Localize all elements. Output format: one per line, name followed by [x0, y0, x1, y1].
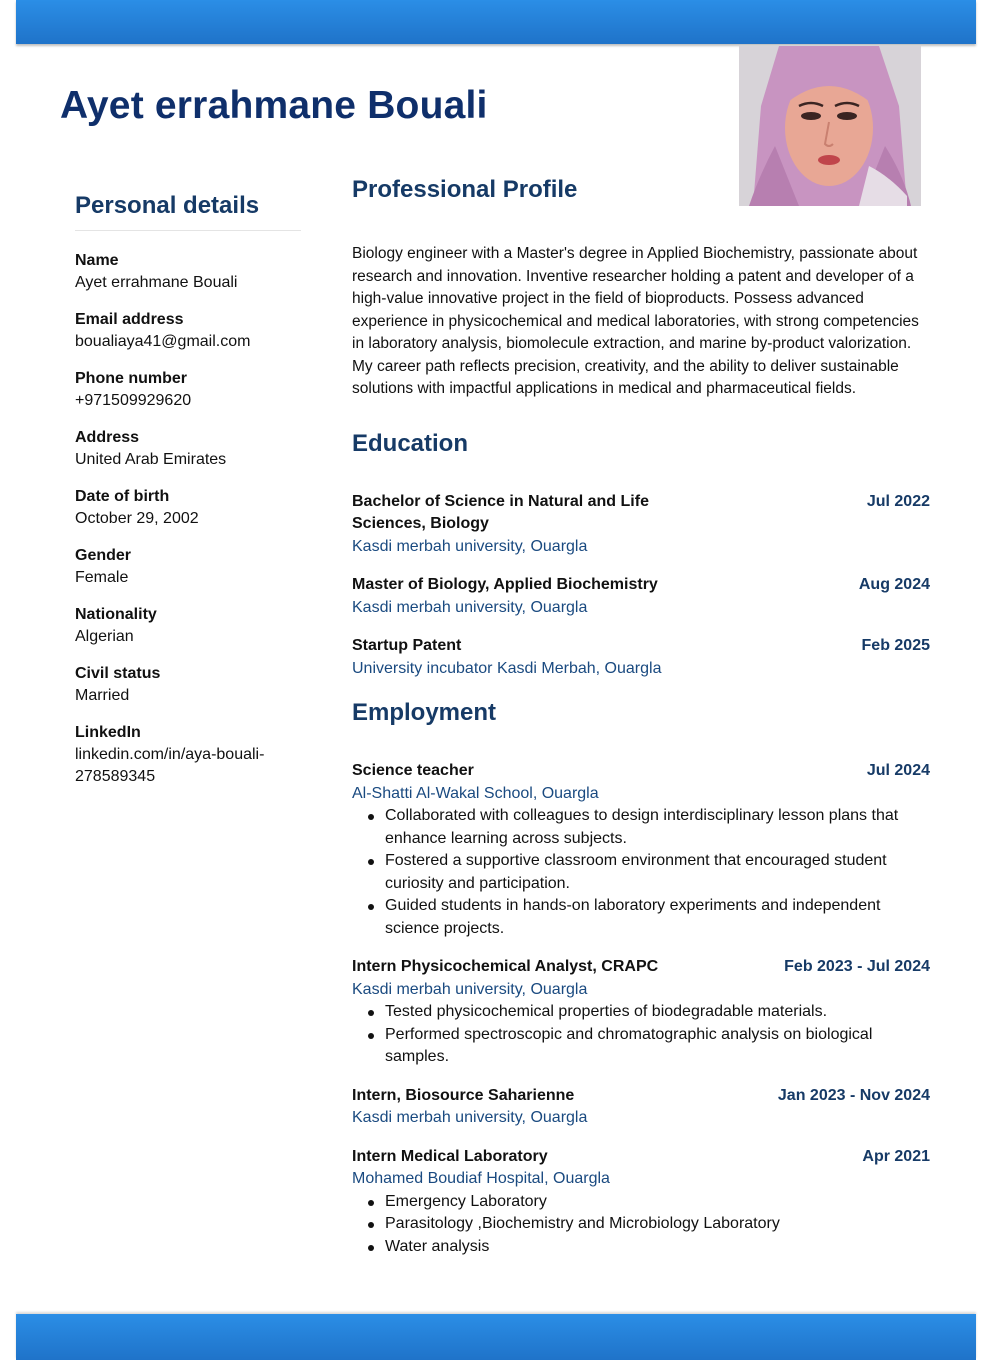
entry-organization: Kasdi merbah university, Ouargla: [352, 537, 588, 555]
entry-date: Jul 2022: [866, 492, 930, 510]
bullet-item: Collaborated with colleagues to design interdisciplinary lesson plans that enhance learning across subjects.: [366, 805, 930, 850]
field-name: [75, 250, 307, 294]
bullet-item: Emergency Laboratory: [366, 1191, 930, 1214]
bullet-item: Guided students in hands-on laboratory experiments and independent science projects.: [366, 895, 930, 940]
field-label: Address: [75, 429, 140, 446]
field-value: United Arab Emirates: [75, 451, 227, 468]
entry-date: Jan 2023 - Nov 2024: [777, 1086, 930, 1104]
field-label: Name: [75, 252, 119, 269]
entry-title: Intern, Biosource Saharienne: [352, 1086, 575, 1104]
education-heading: Education: [352, 429, 469, 457]
education-entry: [352, 574, 930, 619]
entry-title: Intern Medical Laboratory: [352, 1147, 548, 1165]
bullet-list: [366, 1191, 930, 1259]
personal-details-section: [75, 192, 307, 803]
field-value: boualiaya41@gmail.com: [75, 333, 251, 350]
bullet-item: Parasitology ,Biochemistry and Microbiology Laboratory: [366, 1213, 930, 1236]
divider: [75, 230, 301, 231]
entry-title: Bachelor of Science in Natural and Life Sciences, Biology: [352, 492, 649, 532]
employment-entry: [352, 760, 930, 940]
bullet-item: Tested physicochemical properties of biodegradable materials.: [366, 1001, 930, 1024]
employment-entry: [352, 956, 930, 1069]
field-linkedin: [75, 722, 307, 788]
entry-date: Feb 2025: [861, 637, 930, 654]
entry-date: Jul 2024: [866, 762, 930, 779]
field-value: Ayet errahmane Bouali: [75, 274, 238, 291]
candidate-name: Ayet errahmane Bouali: [60, 84, 488, 127]
linkedin-link[interactable]: linkedin.com/in/aya-bouali-278589345: [75, 746, 265, 785]
field-gender: [75, 545, 307, 589]
field-label: LinkedIn: [75, 724, 141, 741]
entry-date: Feb 2023 - Jul 2024: [784, 958, 930, 975]
employment-entry: [352, 1085, 930, 1130]
top-banner: [16, 0, 976, 44]
bullet-list: [366, 1001, 930, 1069]
education-entry: [352, 635, 930, 680]
bottom-banner: [16, 1314, 976, 1360]
field-address: [75, 427, 307, 471]
field-value: Married: [75, 687, 130, 704]
main-column: [352, 176, 930, 1274]
employment-heading: Employment: [352, 699, 497, 726]
entry-title: Startup Patent: [352, 637, 462, 654]
entry-title: Master of Biology, Applied Biochemistry: [352, 576, 658, 593]
field-label: Civil status: [75, 665, 161, 682]
bullet-item: Fostered a supportive classroom environment that encouraged student curiosity and participation.: [366, 850, 930, 895]
field-civil-status: [75, 663, 307, 707]
field-date-of-birth: [75, 486, 307, 530]
employment-entry: [352, 1146, 930, 1259]
entry-title: Intern Physicochemical Analyst, CRAPC: [352, 958, 659, 975]
field-label: Gender: [75, 547, 132, 564]
bullet-item: Performed spectroscopic and chromatographic analysis on biological samples.: [366, 1024, 930, 1069]
entry-date: Apr 2021: [862, 1147, 930, 1165]
field-value: Female: [75, 569, 129, 586]
entry-organization: Al-Shatti Al-Wakal School, Ouargla: [352, 784, 599, 802]
field-value: Algerian: [75, 628, 134, 645]
entry-title: Science teacher: [352, 762, 474, 779]
education-list: [352, 491, 930, 681]
field-value: +971509929620: [75, 392, 192, 409]
bullet-list: [366, 805, 930, 940]
entry-organization: Kasdi merbah university, Ouargla: [352, 598, 588, 616]
entry-organization: University incubator Kasdi Merbah, Ouargla: [352, 659, 662, 677]
personal-details-heading: Personal details: [75, 192, 260, 219]
field-nationality: [75, 604, 307, 648]
field-email: [75, 309, 307, 353]
field-label: Phone number: [75, 370, 188, 387]
field-label: Email address: [75, 311, 184, 328]
field-label: Date of birth: [75, 488, 170, 505]
field-label: Nationality: [75, 606, 157, 623]
field-phone: [75, 368, 307, 412]
education-entry: [352, 491, 930, 559]
employment-list: [352, 760, 930, 1258]
entry-organization: Mohamed Boudiaf Hospital, Ouargla: [352, 1170, 610, 1187]
field-value: October 29, 2002: [75, 510, 199, 527]
bullet-item: Water analysis: [366, 1236, 930, 1259]
entry-organization: Kasdi merbah university, Ouargla: [352, 980, 588, 998]
entry-organization: Kasdi merbah university, Ouargla: [352, 1109, 588, 1126]
profile-summary: Biology engineer with a Master's degree in Applied Biochemistry, passionate about research and innovation. Inventive researcher holding a patent and developer of a high-value innovative project in the field of bioproducts. Possess advanced experience in physicochemical and medical laboratories, with strong competencies in laboratory analysis, biomolecule extraction, and marine by-product valorization. My career path reflects precision, creativity, and the ability to deliver sustainable solutions with impactful applications in medical and pharmaceutical fields.: [352, 245, 919, 397]
entry-date: Aug 2024: [858, 576, 930, 593]
profile-heading: Professional Profile: [352, 176, 578, 203]
